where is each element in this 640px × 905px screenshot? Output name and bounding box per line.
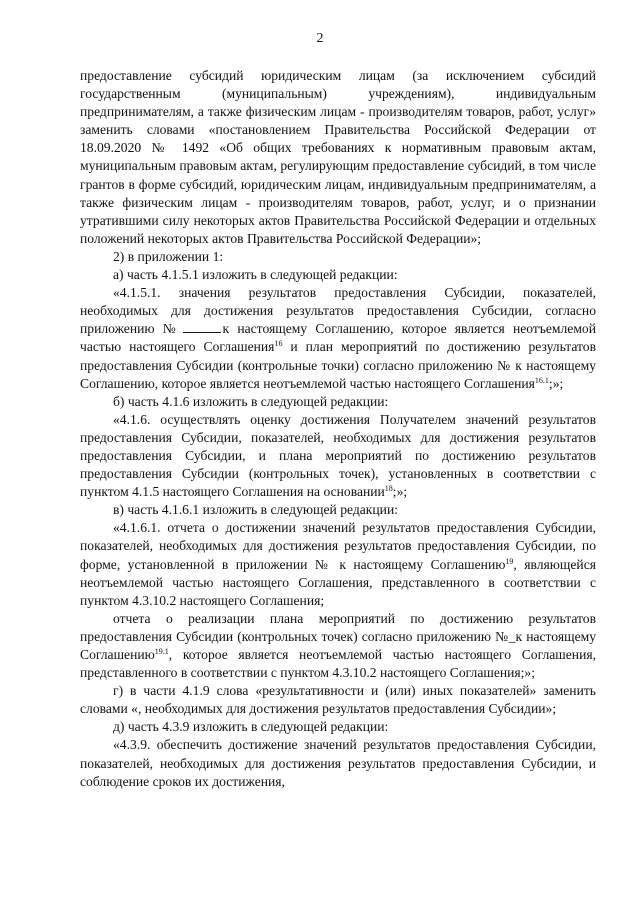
paragraph-text: к настоящему Соглашению, которое является неотъемлемой частью настоящего Соглашения — [80, 321, 596, 355]
paragraph-text: «4.1.6.1. отчета о достижении значений результатов предоставления Субсидии, показателей, необходимых для достижения результатов предоставления Субсидии, по форме, установленной в приложении № к настоящему Соглашению — [80, 520, 596, 572]
paragraph-text: , которое является неотъемлемой частью настоящего Соглашения, представленного в соответствии с пунктом 4.3.10.2 настоящего Соглашения;»; — [80, 647, 596, 681]
paragraph-text: ;»; — [548, 375, 564, 391]
paragraph-text: и план мероприятий по достижению результатов предоставления Субсидии (контрольные точки) согласно приложению № к настоящему Соглашению, которое является неотъемлемой частью настоящего Соглашения — [80, 339, 597, 391]
paragraph-p10 — [80, 718, 596, 736]
footnote-ref: 16.1 — [534, 375, 549, 385]
paragraph-p4 — [80, 393, 596, 411]
paragraph-p3 — [80, 284, 596, 393]
paragraph-text: г) в части 4.1.9 слова «результативности и (или) иных показателей» заменить словами «, необходимых для достижения результатов предоставления Субсидии»; — [80, 683, 596, 717]
paragraph-p11 — [80, 736, 596, 790]
footnote-ref: 19.1 — [154, 647, 169, 656]
paragraph-p2 — [80, 266, 596, 284]
paragraph-p6 — [80, 501, 596, 519]
paragraph-text: 2) в приложении 1: — [113, 248, 224, 264]
paragraph-p0 — [80, 67, 596, 248]
paragraph-text: «4.1.6. осуществлять оценку достижения Получателем значений результатов предоставления Субсидии, показателей, необходимых для достижения результатов предоставления Субсидии, и плана мероприятий по достижению результатов предоставления Субсидии (контрольных точек), установленных в соответствии с пунктом 4.1.5 настоящего Соглашения на основании — [80, 411, 596, 500]
footnote-ref: 19 — [505, 556, 514, 566]
footnote-ref: 18 — [384, 484, 393, 494]
paragraph-text: в) часть 4.1.6.1 изложить в следующей редакции: — [113, 502, 398, 518]
paragraph-text: а) часть 4.1.5.1 изложить в следующей редакции: — [113, 267, 398, 283]
paragraph-text: , являющейся неотъемлемой частью настоящего Соглашения, представленного в соответствии с пунктом 4.3.10.2 настоящего Соглашения; — [80, 556, 596, 608]
paragraph-text: отчета о реализации плана мероприятий по достижению результатов предоставления Субсидии (контрольных точек) согласно приложению №_к настоящему Соглашению — [80, 610, 596, 662]
paragraph-text: ;»; — [392, 484, 408, 500]
paragraph-text: «4.1.5.1. значения результатов предоставления Субсидии, показателей, необходимых для достижения результатов предоставления Субсидии, согласно приложению № — [80, 285, 596, 337]
paragraph-p9 — [80, 682, 596, 718]
paragraph-p5 — [80, 411, 596, 501]
paragraph-p1 — [80, 248, 596, 266]
paragraph-text: предоставление субсидий юридическим лицам (за исключением субсидий государственным (муниципальным) учреждениям), индивидуальным предпринимателям, а также физическим лицам - производителям товаров, работ, услуг» заменить словами «постановлением Правительства Российской Федерации от 18.09.2020 № 1492 «Об общих требованиях к нормативным правовым актам, муниципальным правовым актам, регулирующим предоставление субсидий, в том числе грантов в форме субсидий, юридическим лицам, индивидуальным предпринимателям, а также физическим лицам - производителям товаров, работ, услуг, и о признании утратившими силу некоторых актов Правительства Российской Федерации и отдельных положений некоторых актов Правительства Российской Федерации»; — [80, 68, 596, 246]
document-body — [80, 67, 596, 791]
paragraph-text: «4.3.9. обеспечить достижение значений результатов предоставления Субсидии, показателей, необходимых для достижения результатов предоставления Субсидии, и соблюдение сроков их достижения, — [80, 737, 596, 789]
paragraph-p7 — [80, 519, 596, 609]
paragraph-p8 — [80, 610, 596, 682]
paragraph-text: д) часть 4.3.9 изложить в следующей редакции: — [113, 719, 389, 735]
paragraph-text: б) часть 4.1.6 изложить в следующей редакции: — [113, 393, 389, 409]
blank-fill-line — [183, 322, 221, 333]
page-number: 2 — [316, 31, 324, 46]
footnote-ref: 16 — [274, 339, 283, 349]
